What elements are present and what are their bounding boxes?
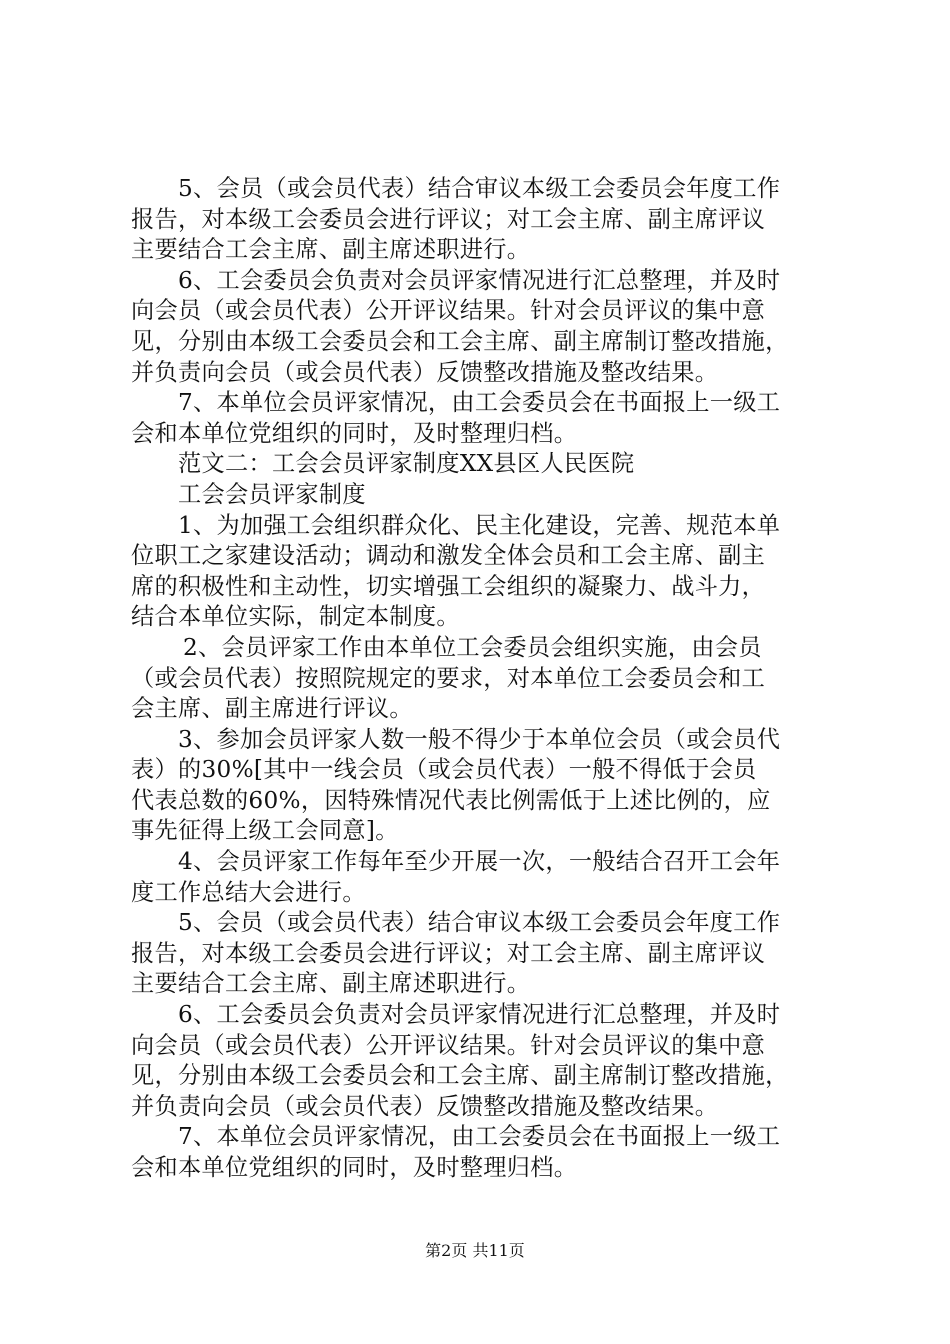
text-line: 会主席、副主席进行评议。 [131,695,413,723]
text-line: 6、工会委员会负责对会员评家情况进行汇总整理，并及时 [178,1001,781,1029]
text-line: 向会员（或会员代表）公开评议结果。针对会员评议的集中意 [131,1031,766,1059]
text-line: 2、会员评家工作由本单位工会委员会组织实施，由会员 [183,633,762,661]
text-line: 代表总数的60%，因特殊情况代表比例需低于上述比例的，应 [131,786,771,814]
text-line: （或会员代表）按照院规定的要求，对本单位工会委员会和工 [131,664,766,692]
text-line: 5、会员（或会员代表）结合审议本级工会委员会年度工作 [178,175,781,202]
text-line: 报告，对本级工会委员会进行评议；对工会主席、副主席评议 [131,205,766,233]
text-line: 4、会员评家工作每年至少开展一次，一般结合召开工会年 [178,848,781,876]
text-line: 位职工之家建设活动；调动和激发全体会员和工会主席、副主 [131,542,766,570]
text-line: 并负责向会员（或会员代表）反馈整改措施及整改结果。 [131,358,719,386]
text-line: 会和本单位党组织的同时，及时整理归档。 [131,1154,578,1181]
text-line: 见，分别由本级工会委员会和工会主席、副主席制订整改措施， [131,1062,789,1090]
text-line: 结合本单位实际，制定本制度。 [131,603,460,631]
text-line: 见，分别由本级工会委员会和工会主席、副主席制订整改措施， [131,327,789,355]
text-line: 主要结合工会主席、副主席述职进行。 [131,236,531,264]
page-footer: 第2页 共11页 [425,1241,525,1260]
text-line: 度工作总结大会进行。 [131,878,366,906]
text-line: 并负责向会员（或会员代表）反馈整改措施及整改结果。 [131,1092,719,1120]
text-line: 工会会员评家制度 [178,480,366,508]
text-line: 表）的30%[其中一线会员（或会员代表）一般不得低于会员 [131,756,757,784]
text-line: 主要结合工会主席、副主席述职进行。 [131,970,531,998]
text-line: 1、为加强工会组织群众化、民主化建设，完善、规范本单 [178,511,781,539]
text-line: 5、会员（或会员代表）结合审议本级工会委员会年度工作 [178,909,781,937]
text-line: 范文二：工会会员评家制度XX县区人民医院 [178,450,635,478]
text-line: 向会员（或会员代表）公开评议结果。针对会员评议的集中意 [131,297,766,325]
text-line: 7、本单位会员评家情况，由工会委员会在书面报上一级工 [178,1123,781,1151]
text-line: 会和本单位党组织的同时，及时整理归档。 [131,419,578,447]
text-line: 3、参加会员评家人数一般不得少于本单位会员（或会员代 [178,725,781,753]
text-line: 事先征得上级工会同意]。 [131,817,399,845]
text-line: 6、工会委员会负责对会员评家情况进行汇总整理，并及时 [178,266,781,294]
text-line: 报告，对本级工会委员会进行评议；对工会主席、副主席评议 [131,939,766,967]
text-line: 席的积极性和主动性，切实增强工会组织的凝聚力、战斗力， [131,572,766,600]
text-line: 7、本单位会员评家情况，由工会委员会在书面报上一级工 [178,389,781,417]
document-body [131,174,841,1184]
